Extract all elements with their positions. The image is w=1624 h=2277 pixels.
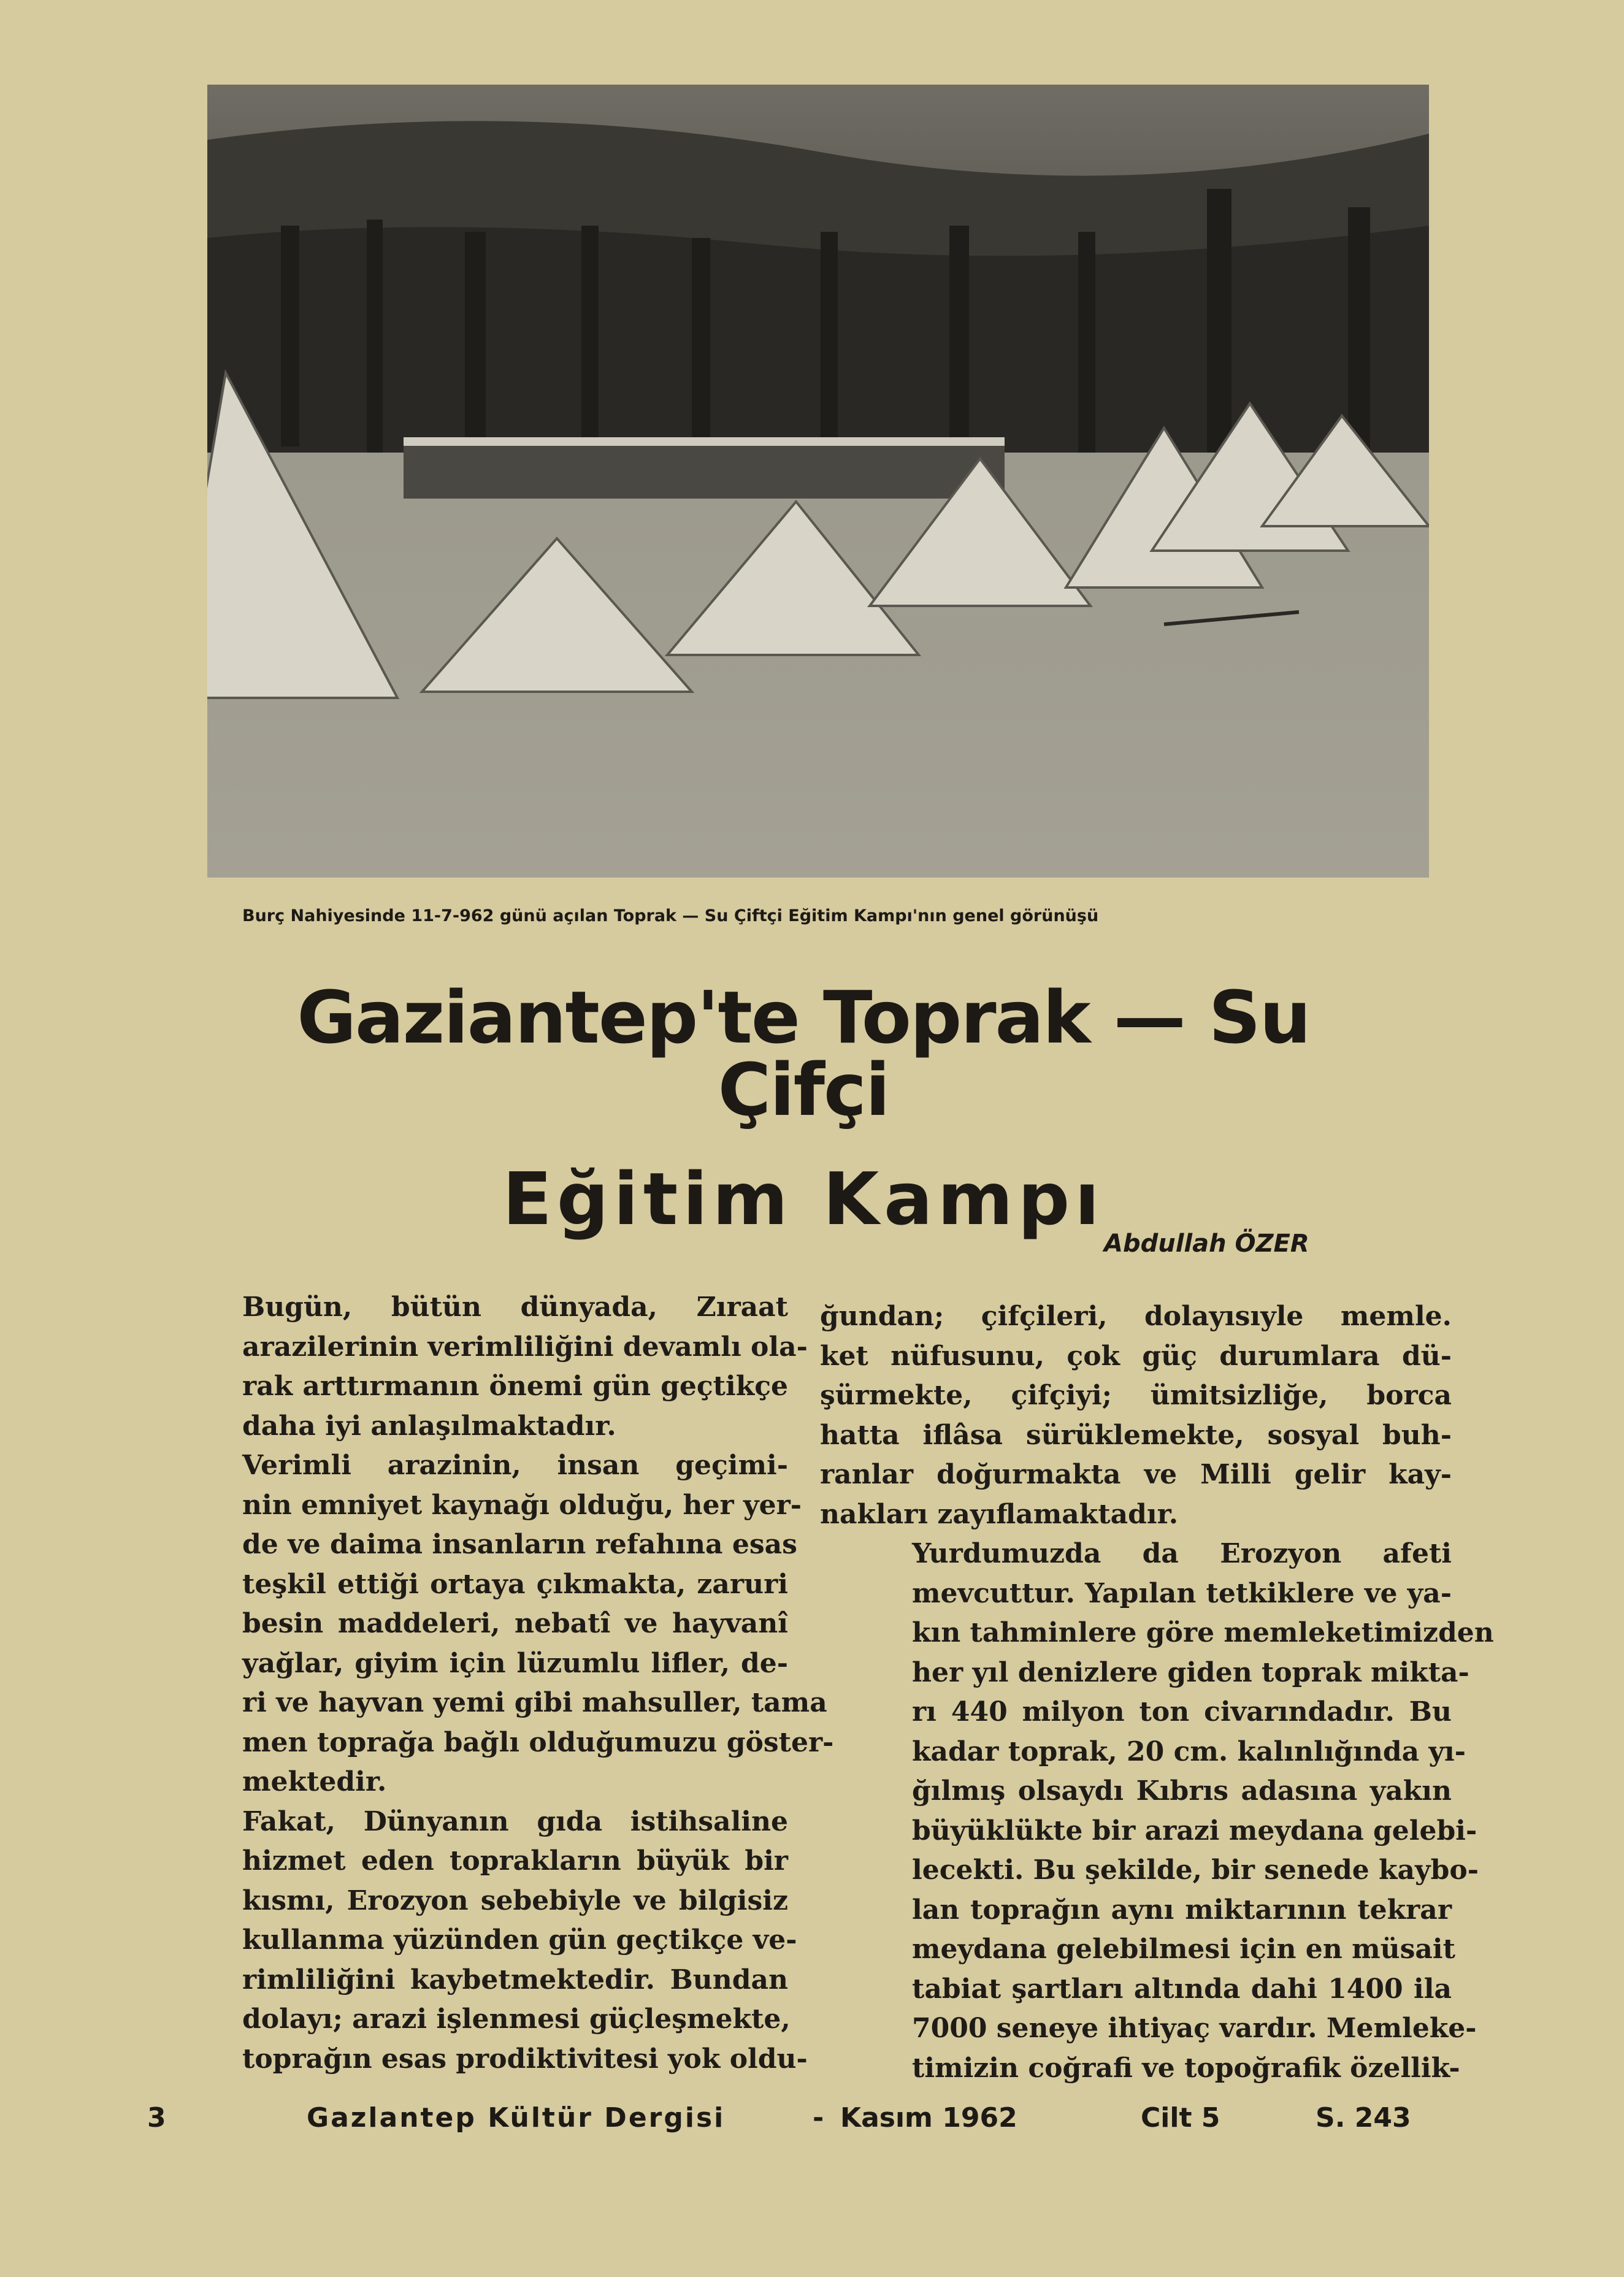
text-line: de ve daima insanların refahına esas — [242, 1529, 797, 1560]
text-line: arazilerinin verimliliğini devamlı ola- — [242, 1331, 808, 1363]
text-line: hizmet eden toprakların büyük bir — [242, 1845, 788, 1877]
text-line: mektedir. — [242, 1766, 387, 1797]
text-line: Fakat, Dünyanın gıda istihsaline — [242, 1805, 788, 1837]
camp-photo-image — [207, 85, 1429, 878]
camp-photo — [207, 85, 1429, 878]
text-line: teşkil ettiği ortaya çıkmakta, zaruri — [242, 1568, 788, 1600]
text-line: meydana gelebilmesi için en müsait — [912, 1934, 1455, 1965]
text-line: daha iyi anlaşılmaktadır. — [242, 1410, 616, 1442]
article-title — [202, 975, 1404, 1241]
text-line: rak arttırmanın önemi gün geçtikçe — [242, 1371, 788, 1402]
text-line: nakları zayıflamaktadır. — [820, 1498, 1179, 1530]
text-line: dolayı; arazi işlenmesi güçleşmekte, — [242, 2003, 791, 2035]
right-column — [820, 1297, 1494, 2088]
text-line: rimliliğini kaybetmektedir. Bundan — [242, 1964, 788, 1996]
text-line: men toprağa bağlı olduğumuzu göster- — [242, 1726, 834, 1758]
text-line: kullanma yüzünden gün geçtikçe ve- — [242, 1924, 797, 1956]
left-column — [150, 1288, 834, 2079]
text-line: 7000 seneye ihtiyaç vardır. Memleke- — [912, 2013, 1477, 2044]
text-line: rı 440 milyon ton civarındadır. Bu — [912, 1696, 1452, 1728]
text-line: yağlar, giyim için lüzumlu lifler, de- — [242, 1647, 788, 1679]
left-paragraph-2 — [150, 1446, 834, 1802]
text-line: kısmı, Erozyon sebebiyle ve bilgisiz — [242, 1885, 788, 1916]
issue-number: S. 243 — [1316, 2102, 1411, 2133]
text-line: tabiat şartları altında dahi 1400 ila — [912, 1973, 1452, 2005]
journal-name: Gazlantep Kültür Dergisi — [307, 2102, 726, 2133]
volume-number: Cilt 5 — [1141, 2102, 1220, 2133]
text-line: ket nüfusunu, çok güç durumlara dü- — [820, 1340, 1452, 1372]
issue-date: Kasım 1962 — [840, 2102, 1017, 2133]
text-line: Verimli arazinin, insan geçimi- — [242, 1450, 788, 1481]
text-line: her yıl denizlere giden toprak mikta- — [912, 1656, 1469, 1688]
text-line: lecekti. Bu şekilde, bir senede kaybo- — [912, 1854, 1479, 1886]
left-paragraph-3 — [150, 1802, 808, 2080]
text-line: kadar toprak, 20 cm. kalınlığında yı- — [912, 1735, 1466, 1767]
left-paragraph-1 — [150, 1288, 808, 1446]
footer-separator: - — [813, 2102, 824, 2133]
text-line: toprağın esas prodiktivitesi yok oldu- — [242, 2043, 808, 2075]
text-line: hatta iflâsa sürüklemekte, sosyal buh- — [820, 1419, 1452, 1451]
text-line: şürmekte, çifçiyi; ümitsizliğe, borca — [820, 1380, 1452, 1411]
page-number: 3 — [147, 2102, 166, 2133]
photo-caption: Burç Nahiyesinde 11-7-962 günü açılan Toprak — Su Çiftçi Eğitim Kampı'nın genel görünüşü — [242, 906, 1099, 925]
text-line: kın tahminlere göre memleketimizden — [912, 1617, 1494, 1648]
author-name: Abdullah ÖZER — [1104, 1230, 1309, 1258]
text-line: Bugün, bütün dünyada, Zıraat — [242, 1292, 788, 1323]
text-line: besin maddeleri, nebatî ve hayvanî — [242, 1608, 788, 1639]
right-paragraph-2 — [820, 1534, 1494, 2088]
text-line: lan toprağın aynı miktarının tekrar — [912, 1894, 1452, 1926]
text-line: nin emniyet kaynağı olduğu, her yer- — [242, 1489, 802, 1521]
text-line: ğundan; çifçileri, dolayısıyle memle. — [820, 1301, 1452, 1332]
text-line: timizin coğrafi ve topoğrafik özellik- — [912, 2052, 1460, 2084]
right-paragraph-1 — [820, 1297, 1452, 1534]
text-line: büyüklükte bir arazi meydana gelebi- — [912, 1815, 1477, 1846]
title-line-1: Gaziantep'te Toprak — Su Çifçi — [297, 975, 1310, 1132]
text-line: ranlar doğurmakta ve Milli gelir kay- — [820, 1459, 1452, 1490]
text-line: ri ve hayvan yemi gibi mahsuller, tama — [242, 1687, 827, 1718]
text-line: ğılmış olsaydı Kıbrıs adasına yakın — [912, 1775, 1452, 1807]
title-line-2: Eğitim Kampı — [502, 1157, 1105, 1241]
text-line: Yurdumuzda da Erozyon afeti — [912, 1538, 1452, 1569]
text-line: mevcuttur. Yapılan tetkiklere ve ya- — [912, 1577, 1452, 1609]
